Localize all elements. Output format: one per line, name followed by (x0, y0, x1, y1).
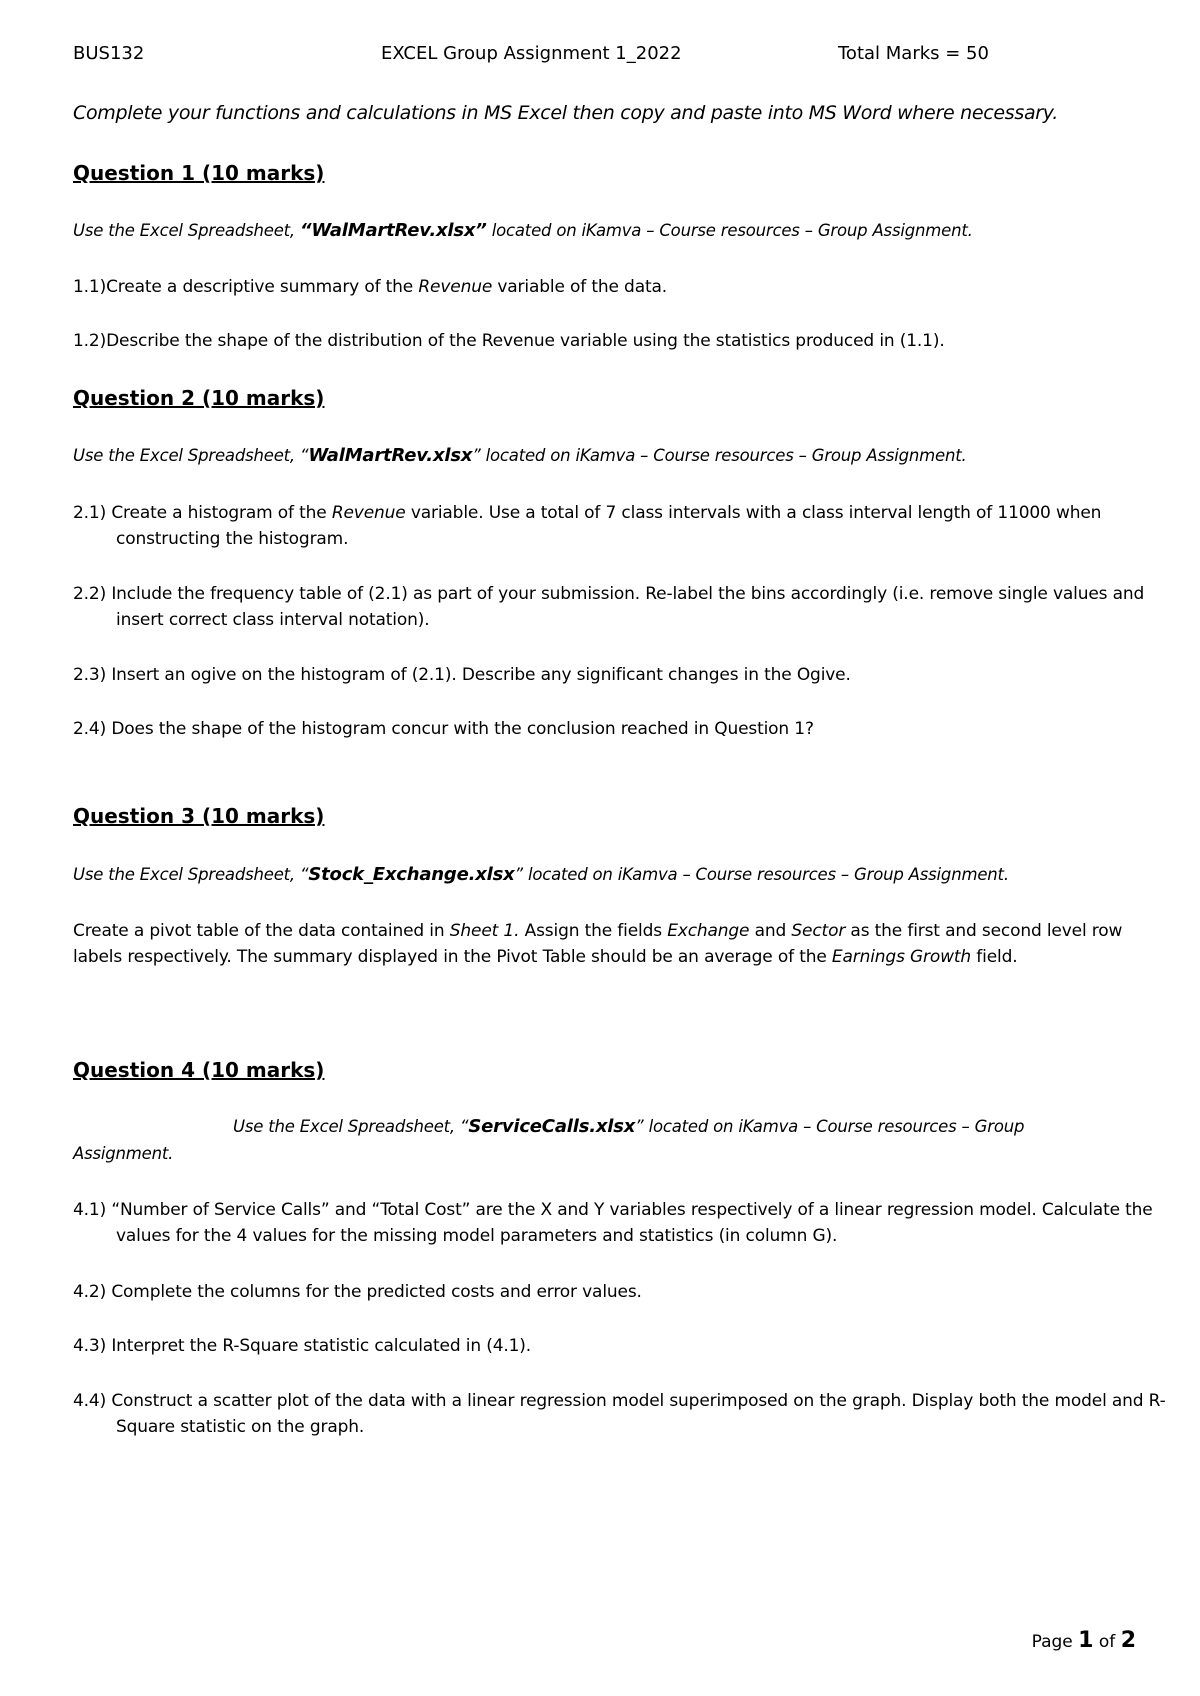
question-3-instruction: Create a pivot table of the data contained in Sheet 1. Assign the fields Exchange and Sector as the first and second level row labels respectively. The summary displayed in the Pivot Table should be an average of the Earnings Growth field. (73, 921, 1123, 967)
question-4-source-continued: Assignment. (73, 1144, 174, 1163)
question-1-source: Use the Excel Spreadsheet, “WalMartRev.xlsx” located on iKamva – Course resources – Group Assignment. (73, 220, 973, 241)
question-2-title: Question 2 (10 marks) (73, 386, 325, 410)
question-4-item-3: 4.3) Interpret the R-Square statistic calculated in (4.1). (73, 1336, 532, 1356)
question-4-item-4: 4.4) Construct a scatter plot of the data with a linear regression model superimposed on the graph. Display both the model and R-Square statistic on the graph. (73, 1391, 1166, 1437)
question-2-item-2: 2.2) Include the frequency table of (2.1) as part of your submission. Re-label the bins accordingly (i.e. remove single values and insert correct class interval notation). (73, 584, 1145, 630)
question-4-file: ServiceCalls.xlsx (468, 1116, 636, 1137)
question-1-file: “WalMartRev.xlsx” (300, 220, 487, 241)
question-1-item-1: 1.1)Create a descriptive summary of the Revenue variable of the data. (73, 277, 668, 297)
question-3-file: Stock_Exchange.xlsx (308, 864, 515, 885)
question-4-item-2: 4.2) Complete the columns for the predicted costs and error values. (73, 1282, 642, 1302)
question-2-item-4: 2.4) Does the shape of the histogram concur with the conclusion reached in Question 1? (73, 719, 814, 739)
page-number: Page 1 of 2 (1031, 1628, 1136, 1653)
question-3-title: Question 3 (10 marks) (73, 804, 325, 828)
header-course: BUS132 (73, 43, 145, 64)
question-2-source: Use the Excel Spreadsheet, “WalMartRev.xlsx” located on iKamva – Course resources – Group Assignment. (73, 445, 967, 466)
header-title: EXCEL Group Assignment 1_2022 (381, 43, 682, 64)
question-1-title: Question 1 (10 marks) (73, 161, 325, 185)
question-3-source: Use the Excel Spreadsheet, “Stock_Exchange.xlsx” located on iKamva – Course resources – Group Assignment. (73, 864, 1009, 885)
header-total-marks: Total Marks = 50 (838, 43, 989, 64)
question-1-item-2: 1.2)Describe the shape of the distribution of the Revenue variable using the statistics produced in (1.1). (73, 331, 945, 351)
question-2-item-1: 2.1) Create a histogram of the Revenue variable. Use a total of 7 class intervals with a class interval length of 11000 when constructing the histogram. (73, 503, 1102, 549)
question-4-title: Question 4 (10 marks) (73, 1058, 325, 1082)
question-2-file: WalMartRev.xlsx (308, 445, 473, 466)
question-2-item-3: 2.3) Insert an ogive on the histogram of (2.1). Describe any significant changes in the Ogive. (73, 665, 851, 685)
question-4-source: Use the Excel Spreadsheet, “ServiceCalls.xlsx” located on iKamva – Course resources – Group (233, 1116, 1025, 1137)
question-4-item-1: 4.1) “Number of Service Calls” and “Total Cost” are the X and Y variables respectively of a linear regression model. Calculate the values for the 4 values for the missing model parameters and statistics (in column G). (73, 1200, 1153, 1246)
intro-instruction: Complete your functions and calculations in MS Excel then copy and paste into MS Word where necessary. (73, 102, 1059, 124)
